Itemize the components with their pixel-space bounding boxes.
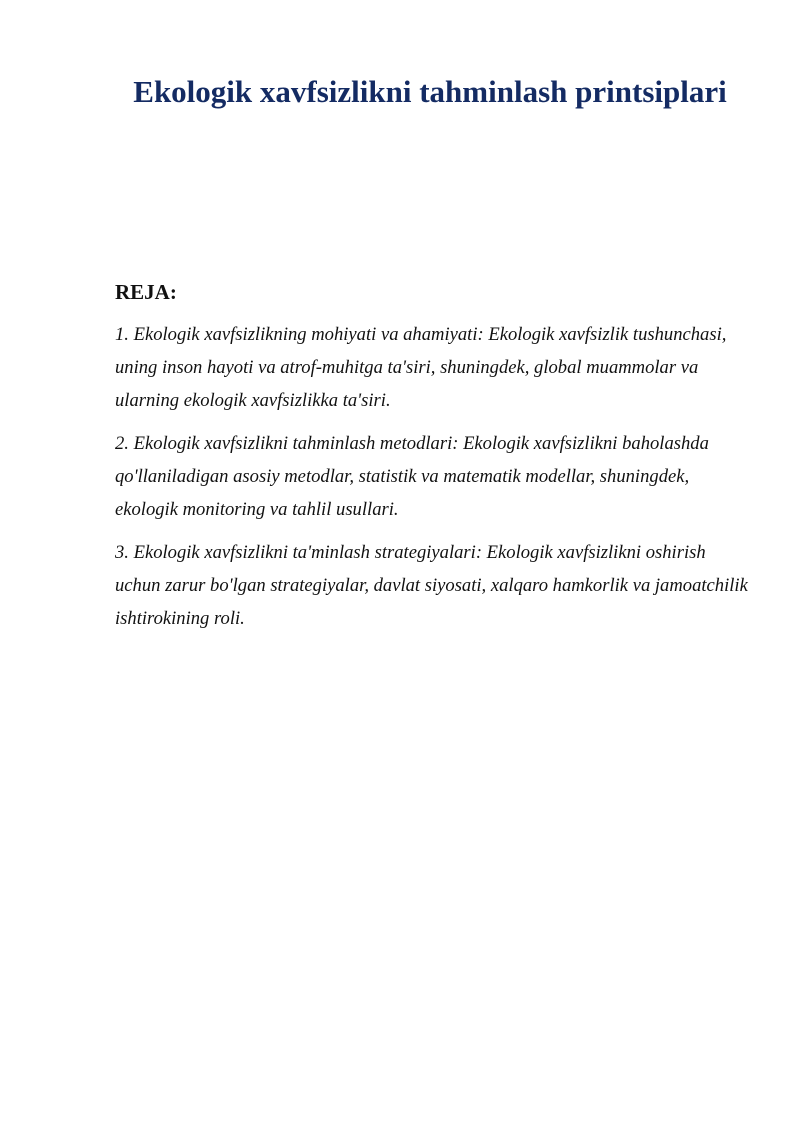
plan-heading: REJA:	[115, 280, 177, 304]
plan-item-3: 3. Ekologik xavfsizlikni ta'minlash strategiyalari: Ekologik xavfsizlikni oshirish uchun zarur bo'lgan strategiyalar, davlat siyosati, xalqaro hamkorlik va jamoatchilik ishtirokining roli.	[115, 542, 748, 629]
document-title: Ekologik xavfsizlikni tahminlash printsiplari	[133, 74, 727, 109]
plan-item-1: 1. Ekologik xavfsizlikning mohiyati va ahamiyati: Ekologik xavfsizlik tushunchasi, uning inson hayoti va atrof-muhitga ta'siri, shuningdek, global muammolar va ularning ekologik xavfsizlikka ta'siri.	[115, 324, 727, 411]
plan-item-2: 2. Ekologik xavfsizlikni tahminlash metodlari: Ekologik xavfsizlikni baholashda qo'llaniladigan asosiy metodlar, statistik va matematik modellar, shuningdek, ekologik monitoring va tahlil usullari.	[115, 433, 709, 520]
document-body	[115, 278, 755, 645]
